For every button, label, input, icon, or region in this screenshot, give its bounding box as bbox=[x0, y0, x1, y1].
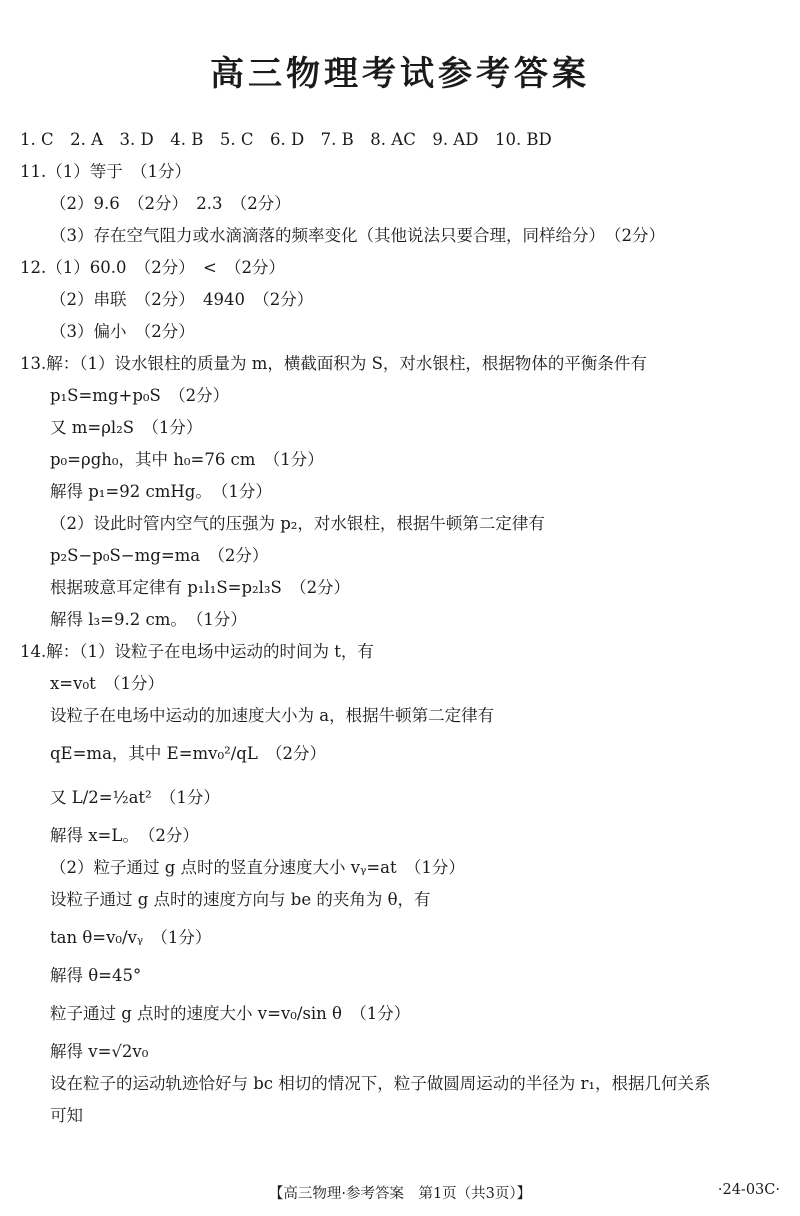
answer-line: （2）9.6 （2分） 2.3 （2分） bbox=[50, 194, 291, 213]
equation-line: p₀=ρgh₀，其中 h₀=76 cm （1分） bbox=[50, 450, 324, 469]
answer-line: 12.（1）60.0 （2分） < （2分） bbox=[20, 258, 286, 277]
answer-line: 设粒子在电场中运动的加速度大小为 a，根据牛顿第二定律有 bbox=[50, 706, 495, 725]
equation-line: 解得 x=L。 （2分） bbox=[50, 826, 199, 845]
answer-line: （2）串联 （2分） 4940 （2分） bbox=[50, 290, 314, 309]
equation-line: 解得 v=√2v₀ bbox=[50, 1042, 149, 1061]
answer-line: （3）偏小 （2分） bbox=[50, 322, 195, 341]
answer-content bbox=[20, 124, 790, 1132]
equation-line: 解得 θ=45° bbox=[50, 966, 142, 985]
multiple-choice-answers: 1. C 2. A 3. D 4. B 5. C 6. D 7. B 8. AC 9. AD 10. BD bbox=[20, 130, 552, 149]
equation-line: qE=ma，其中 E=mv₀²/qL （2分） bbox=[50, 744, 327, 763]
equation-line: 解得 l₃=9.2 cm。 （1分） bbox=[50, 610, 247, 629]
equation-line: x=v₀t （1分） bbox=[50, 674, 164, 693]
answer-line: 13.解：（1）设水银柱的质量为 m，横截面积为 S，对水银柱，根据物体的平衡条件有 bbox=[20, 354, 647, 373]
equation-line: 根据玻意耳定律有 p₁l₁S=p₂l₃S （2分） bbox=[50, 578, 351, 597]
equation-line: tan θ=v₀/vᵧ （1分） bbox=[50, 928, 212, 947]
equation-line: 解得 p₁=92 cmHg。 （1分） bbox=[50, 482, 272, 501]
answer-line: 设在粒子的运动轨迹恰好与 bc 相切的情况下，粒子做圆周运动的半径为 r₁，根据几何关系 bbox=[50, 1074, 711, 1093]
page-footer bbox=[0, 1182, 800, 1206]
equation-line: 又 m=ρl₂S （1分） bbox=[50, 418, 203, 437]
answer-line: （2）设此时管内空气的压强为 p₂，对水银柱，根据牛顿第二定律有 bbox=[50, 514, 545, 533]
document-title: 高三物理考试参考答案 bbox=[210, 54, 590, 94]
equation-line: 又 L/2=½at² （1分） bbox=[50, 788, 220, 807]
answer-line: （2）粒子通过 g 点时的竖直分速度大小 vᵧ=at （1分） bbox=[50, 858, 465, 877]
answer-line: 11.（1）等于 （1分） bbox=[20, 162, 191, 181]
equation-line: p₂S−p₀S−mg=ma （2分） bbox=[50, 546, 269, 565]
answer-line: 14.解：（1）设粒子在电场中运动的时间为 t，有 bbox=[20, 642, 374, 661]
equation-line: p₁S=mg+p₀S （2分） bbox=[50, 386, 230, 405]
answer-line: （3）存在空气阻力或水滴滴落的频率变化（其他说法只要合理，同样给分） （2分） bbox=[50, 226, 665, 245]
equation-line: 粒子通过 g 点时的速度大小 v=v₀/sin θ （1分） bbox=[50, 1004, 411, 1023]
footer-code: ·24-03C· bbox=[717, 1182, 780, 1198]
answer-line: 设粒子通过 g 点时的速度方向与 be 的夹角为 θ，有 bbox=[50, 890, 431, 909]
answer-line: 可知 bbox=[50, 1106, 83, 1125]
footer-page-info: 【高三物理·参考答案 第1页（共3页）】 bbox=[268, 1186, 532, 1202]
